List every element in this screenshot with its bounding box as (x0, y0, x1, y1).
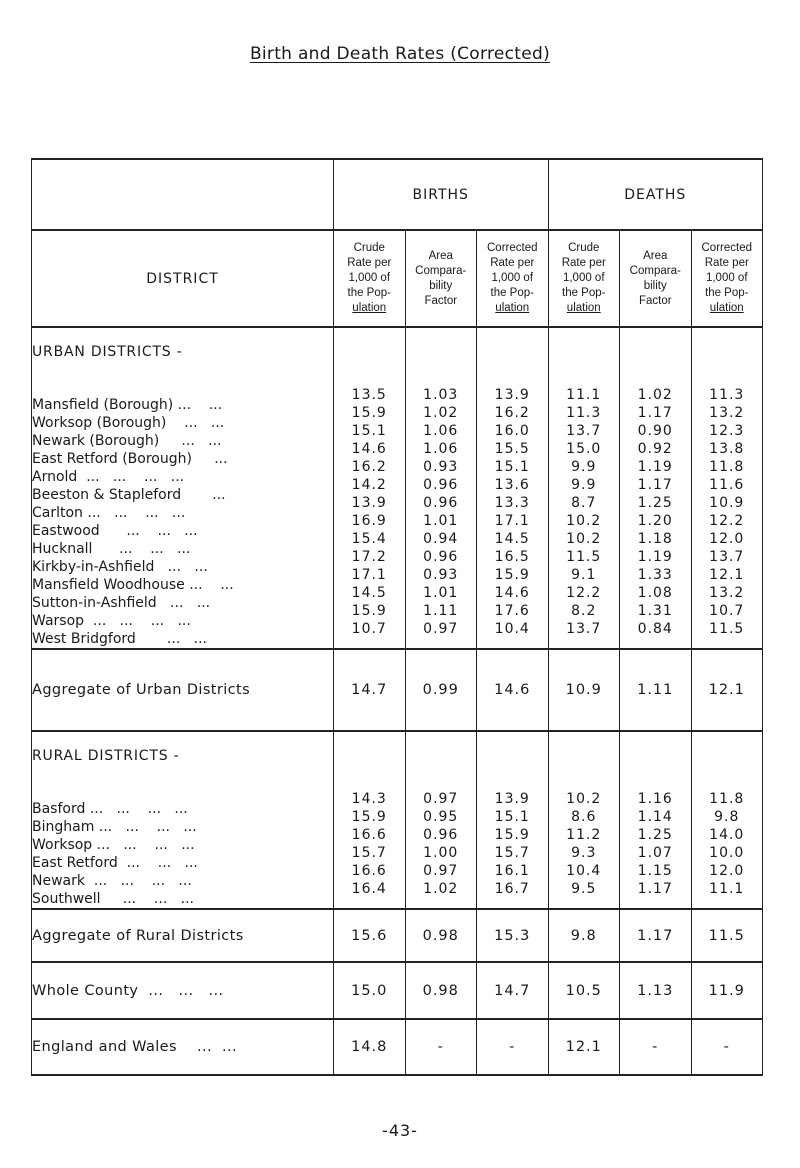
births-factor-value: 1.01 (423, 585, 459, 601)
rural-aggregate-label: Aggregate of Rural Districts (32, 909, 334, 962)
deaths-corrected-header (691, 230, 763, 327)
corrected-header-line: ulation (495, 302, 530, 314)
deaths-factor-value: 0.84 (637, 621, 673, 637)
page-title-text: Birth and Death Rates (Corrected) (249, 44, 551, 64)
whole-county-value: 10.5 (548, 962, 620, 1019)
births-corrected-value: 15.7 (494, 845, 530, 861)
deaths-corrected-value: 12.0 (709, 531, 745, 547)
urban-deaths-corrected-cell (691, 327, 763, 649)
births-corrected-value: 10.4 (494, 621, 530, 637)
deaths-crude-value: 9.3 (571, 845, 597, 861)
urban-births-factor-cell (405, 327, 477, 649)
urban-births-corrected-cell (477, 327, 549, 649)
area-header-line: Compara- (415, 264, 467, 277)
deaths-corrected-value: 13.8 (709, 441, 745, 457)
deaths-crude-value: 10.4 (566, 863, 602, 879)
deaths-crude-value: 8.7 (571, 495, 597, 511)
district-name: Mansfield (Borough) ... ... (32, 397, 223, 413)
deaths-factor-value: 1.17 (637, 477, 673, 493)
area-header-line: bility (643, 279, 667, 292)
deaths-crude-value: 9.9 (571, 459, 597, 475)
england-wales-value: 12.1 (548, 1019, 620, 1075)
births-crude-value: 17.2 (351, 549, 387, 565)
district-header: DISTRICT (32, 230, 334, 327)
deaths-crude-value: 11.2 (566, 827, 602, 843)
area-header-line: Compara- (629, 264, 681, 277)
corrected-header-line: the Pop- (490, 287, 534, 299)
district-name: East Retford (Borough) ... (32, 451, 228, 467)
corrected-header-line: Corrected (701, 242, 752, 254)
district-name: Arnold ... ... ... ... (32, 469, 185, 485)
births-crude-value: 16.6 (351, 863, 387, 879)
births-crude-value: 16.4 (351, 881, 387, 897)
births-crude-value: 14.5 (351, 585, 387, 601)
rural-label-cell (32, 731, 334, 909)
whole-county-value: 15.0 (334, 962, 406, 1019)
deaths-factor-value: 1.08 (637, 585, 673, 601)
district-name: Worksop (Borough) ... ... (32, 415, 225, 431)
births-corrected-value: 13.3 (494, 495, 530, 511)
rural-aggregate-value: 11.5 (691, 909, 763, 962)
england-wales-value: - (691, 1019, 763, 1075)
district-name: Eastwood ... ... ... (32, 523, 198, 539)
england-wales-label: England and Wales ... ... (32, 1019, 334, 1075)
deaths-corrected-value: 10.0 (709, 845, 745, 861)
deaths-corrected-value: 11.5 (709, 621, 745, 637)
births-factor-value: 0.93 (423, 567, 459, 583)
births-corrected-value: 16.1 (494, 863, 530, 879)
district-name: Worksop ... ... ... ... (32, 837, 195, 853)
district-name: Warsop ... ... ... ... (32, 613, 191, 629)
births-corrected-value: 13.6 (494, 477, 530, 493)
area-header-line: Factor (424, 294, 458, 307)
area-header-line: bility (429, 279, 453, 292)
deaths-crude-value: 13.7 (566, 621, 602, 637)
urban-aggregate-value: 12.1 (691, 649, 763, 731)
whole-county-row (32, 962, 763, 1019)
births-factor-value: 1.00 (423, 845, 459, 861)
births-corrected-value: 16.7 (494, 881, 530, 897)
corrected-header-line: Corrected (487, 242, 538, 254)
births-crude-value: 15.9 (351, 405, 387, 421)
deaths-factor-value: 1.17 (637, 881, 673, 897)
district-name: Mansfield Woodhouse ... ... (32, 577, 234, 593)
rural-births-crude-cell (334, 731, 406, 909)
page-title (0, 44, 800, 64)
births-corrected-header (477, 230, 549, 327)
whole-county-value: 0.98 (405, 962, 477, 1019)
deaths-crude-header (548, 230, 620, 327)
births-crude-header (334, 230, 406, 327)
district-name: Sutton-in-Ashfield ... ... (32, 595, 211, 611)
crude-header-line: Crude (353, 242, 385, 254)
corrected-header-line: 1,000 of (705, 272, 748, 284)
page-number: -43- (382, 1121, 418, 1140)
births-crude-value: 14.6 (351, 441, 387, 457)
births-crude-value: 14.3 (351, 791, 387, 807)
births-corrected-value: 16.2 (494, 405, 530, 421)
births-factor-value: 0.96 (423, 549, 459, 565)
deaths-corrected-value: 11.6 (709, 477, 745, 493)
rural-deaths-corrected-cell (691, 731, 763, 909)
corrected-header-line: the Pop- (705, 287, 749, 299)
births-corrected-value: 15.1 (494, 809, 530, 825)
deaths-factor-value: 1.16 (637, 791, 673, 807)
births-factor-value: 1.01 (423, 513, 459, 529)
deaths-crude-value: 13.7 (566, 423, 602, 439)
deaths-crude-value: 10.2 (566, 513, 602, 529)
deaths-factor-value: 1.20 (637, 513, 673, 529)
deaths-factor-value: 1.19 (637, 549, 673, 565)
deaths-corrected-value: 11.8 (709, 459, 745, 475)
urban-aggregate-value: 10.9 (548, 649, 620, 731)
district-name: Kirkby-in-Ashfield ... ... (32, 559, 208, 575)
deaths-crude-value: 9.5 (571, 881, 597, 897)
births-corrected-value: 16.5 (494, 549, 530, 565)
deaths-factor-value: 1.31 (637, 603, 673, 619)
column-header-row (32, 230, 763, 327)
births-corrected-value: 15.9 (494, 567, 530, 583)
births-corrected-value: 14.6 (494, 585, 530, 601)
births-corrected-value: 13.9 (494, 387, 530, 403)
urban-births-crude-cell (334, 327, 406, 649)
deaths-factor-value: 0.90 (637, 423, 673, 439)
england-wales-value: - (405, 1019, 477, 1075)
births-crude-value: 15.7 (351, 845, 387, 861)
whole-county-value: 1.13 (620, 962, 692, 1019)
urban-aggregate-value: 14.7 (334, 649, 406, 731)
births-factor-value: 0.95 (423, 809, 459, 825)
district-name: Hucknall ... ... ... (32, 541, 191, 557)
deaths-factor-value: 1.02 (637, 387, 673, 403)
crude-header-line: 1,000 of (348, 272, 391, 284)
crude-header-line: Rate per (347, 257, 392, 269)
deaths-factor-value: 1.18 (637, 531, 673, 547)
deaths-crude-value: 15.0 (566, 441, 602, 457)
births-factor-value: 0.97 (423, 621, 459, 637)
corrected-header-line: 1,000 of (491, 272, 534, 284)
england-wales-value: 14.8 (334, 1019, 406, 1075)
births-factor-value: 1.02 (423, 881, 459, 897)
district-name: East Retford ... ... ... (32, 855, 198, 871)
district-name: Newark (Borough) ... ... (32, 433, 222, 449)
area-header-line: Area (428, 249, 453, 262)
births-crude-value: 16.9 (351, 513, 387, 529)
group-header-row (32, 159, 763, 230)
births-factor-value: 0.97 (423, 863, 459, 879)
crude-header-line: the Pop- (562, 287, 606, 299)
urban-deaths-crude-cell (548, 327, 620, 649)
deaths-crude-value: 11.5 (566, 549, 602, 565)
births-crude-value: 15.4 (351, 531, 387, 547)
whole-county-label: Whole County ... ... ... (32, 962, 334, 1019)
district-name: Southwell ... ... ... (32, 891, 194, 907)
rural-aggregate-value: 15.3 (477, 909, 549, 962)
district-name: Carlton ... ... ... ... (32, 505, 186, 521)
birth-death-rates-table (31, 158, 763, 1076)
births-crude-value: 16.2 (351, 459, 387, 475)
district-name: West Bridgford ... ... (32, 631, 207, 647)
urban-aggregate-value: 14.6 (477, 649, 549, 731)
rural-aggregate-value: 1.17 (620, 909, 692, 962)
urban-section-title: URBAN DISTRICTS - (32, 344, 183, 360)
births-corrected-value: 17.1 (494, 513, 530, 529)
rural-births-factor-cell (405, 731, 477, 909)
deaths-corrected-value: 13.2 (709, 585, 745, 601)
births-factor-value: 0.93 (423, 459, 459, 475)
deaths-corrected-value: 11.8 (709, 791, 745, 807)
deaths-corrected-value: 11.1 (709, 881, 745, 897)
deaths-factor-value: 1.33 (637, 567, 673, 583)
births-factor-value: 1.06 (423, 441, 459, 457)
crude-header-line: ulation (566, 302, 601, 314)
rural-deaths-crude-cell (548, 731, 620, 909)
rural-aggregate-value: 0.98 (405, 909, 477, 962)
births-corrected-value: 14.5 (494, 531, 530, 547)
area-header-line: Area (643, 249, 668, 262)
deaths-corrected-value: 12.3 (709, 423, 745, 439)
deaths-crude-value: 9.1 (571, 567, 597, 583)
deaths-factor-value: 1.19 (637, 459, 673, 475)
corrected-header-line: Rate per (490, 257, 535, 269)
births-header: BIRTHS (334, 159, 549, 230)
births-area-factor-header (405, 230, 477, 327)
births-crude-value: 13.5 (351, 387, 387, 403)
deaths-crude-value: 12.2 (566, 585, 602, 601)
rural-aggregate-value: 15.6 (334, 909, 406, 962)
rural-deaths-factor-cell (620, 731, 692, 909)
births-crude-value: 16.6 (351, 827, 387, 843)
district-name: Bingham ... ... ... ... (32, 819, 197, 835)
births-factor-value: 0.96 (423, 827, 459, 843)
births-factor-value: 0.96 (423, 495, 459, 511)
deaths-crude-value: 8.6 (571, 809, 597, 825)
crude-header-line: the Pop- (347, 287, 391, 299)
whole-county-value: 11.9 (691, 962, 763, 1019)
urban-deaths-factor-cell (620, 327, 692, 649)
births-factor-value: 0.96 (423, 477, 459, 493)
deaths-crude-value: 10.2 (566, 531, 602, 547)
deaths-corrected-value: 10.7 (709, 603, 745, 619)
deaths-corrected-value: 12.0 (709, 863, 745, 879)
deaths-crude-value: 11.3 (566, 405, 602, 421)
whole-county-value: 14.7 (477, 962, 549, 1019)
births-factor-value: 1.02 (423, 405, 459, 421)
deaths-crude-value: 10.2 (566, 791, 602, 807)
urban-aggregate-value: 0.99 (405, 649, 477, 731)
births-crude-value: 17.1 (351, 567, 387, 583)
births-factor-value: 1.06 (423, 423, 459, 439)
deaths-factor-value: 1.15 (637, 863, 673, 879)
area-header-line: Factor (638, 294, 672, 307)
urban-aggregate-label: Aggregate of Urban Districts (32, 649, 334, 731)
urban-label-cell (32, 327, 334, 649)
deaths-corrected-value: 14.0 (709, 827, 745, 843)
rural-section-title: RURAL DISTRICTS - (32, 748, 180, 764)
rural-aggregate-value: 9.8 (548, 909, 620, 962)
crude-header-line: Rate per (561, 257, 606, 269)
england-wales-value: - (620, 1019, 692, 1075)
births-crude-value: 10.7 (351, 621, 387, 637)
district-name: Basford ... ... ... ... (32, 801, 188, 817)
births-corrected-value: 15.5 (494, 441, 530, 457)
corrected-header-line: ulation (709, 302, 744, 314)
births-factor-value: 0.97 (423, 791, 459, 807)
deaths-corrected-value: 12.1 (709, 567, 745, 583)
births-corrected-value: 16.0 (494, 423, 530, 439)
births-factor-value: 1.11 (423, 603, 459, 619)
deaths-factor-value: 1.25 (637, 827, 673, 843)
england-wales-row (32, 1019, 763, 1075)
england-wales-value: - (477, 1019, 549, 1075)
district-name: Beeston & Stapleford ... (32, 487, 226, 503)
deaths-factor-value: 1.17 (637, 405, 673, 421)
deaths-corrected-value: 13.7 (709, 549, 745, 565)
deaths-corrected-value: 10.9 (709, 495, 745, 511)
deaths-crude-value: 8.2 (571, 603, 597, 619)
births-corrected-value: 15.1 (494, 459, 530, 475)
births-corrected-value: 17.6 (494, 603, 530, 619)
empty-corner-cell (32, 159, 334, 230)
urban-districts-block (32, 327, 763, 649)
births-crude-value: 15.9 (351, 603, 387, 619)
births-crude-value: 15.9 (351, 809, 387, 825)
deaths-factor-value: 1.07 (637, 845, 673, 861)
births-crude-value: 13.9 (351, 495, 387, 511)
rural-births-corrected-cell (477, 731, 549, 909)
deaths-factor-value: 1.25 (637, 495, 673, 511)
rural-districts-block (32, 731, 763, 909)
births-factor-value: 0.94 (423, 531, 459, 547)
births-corrected-value: 13.9 (494, 791, 530, 807)
urban-aggregate-value: 1.11 (620, 649, 692, 731)
crude-header-line: 1,000 of (562, 272, 605, 284)
crude-header-line: ulation (352, 302, 387, 314)
deaths-corrected-value: 13.2 (709, 405, 745, 421)
deaths-corrected-value: 9.8 (714, 809, 740, 825)
corrected-header-line: Rate per (704, 257, 749, 269)
deaths-factor-value: 0.92 (637, 441, 673, 457)
deaths-corrected-value: 11.3 (709, 387, 745, 403)
deaths-crude-value: 11.1 (566, 387, 602, 403)
deaths-header: DEATHS (548, 159, 763, 230)
births-crude-value: 14.2 (351, 477, 387, 493)
crude-header-line: Crude (568, 242, 600, 254)
rural-aggregate-row (32, 909, 763, 962)
births-factor-value: 1.03 (423, 387, 459, 403)
deaths-corrected-value: 12.2 (709, 513, 745, 529)
deaths-area-factor-header (620, 230, 692, 327)
births-corrected-value: 15.9 (494, 827, 530, 843)
district-name: Newark ... ... ... ... (32, 873, 192, 889)
births-crude-value: 15.1 (351, 423, 387, 439)
urban-aggregate-row (32, 649, 763, 731)
deaths-crude-value: 9.9 (571, 477, 597, 493)
deaths-factor-value: 1.14 (637, 809, 673, 825)
